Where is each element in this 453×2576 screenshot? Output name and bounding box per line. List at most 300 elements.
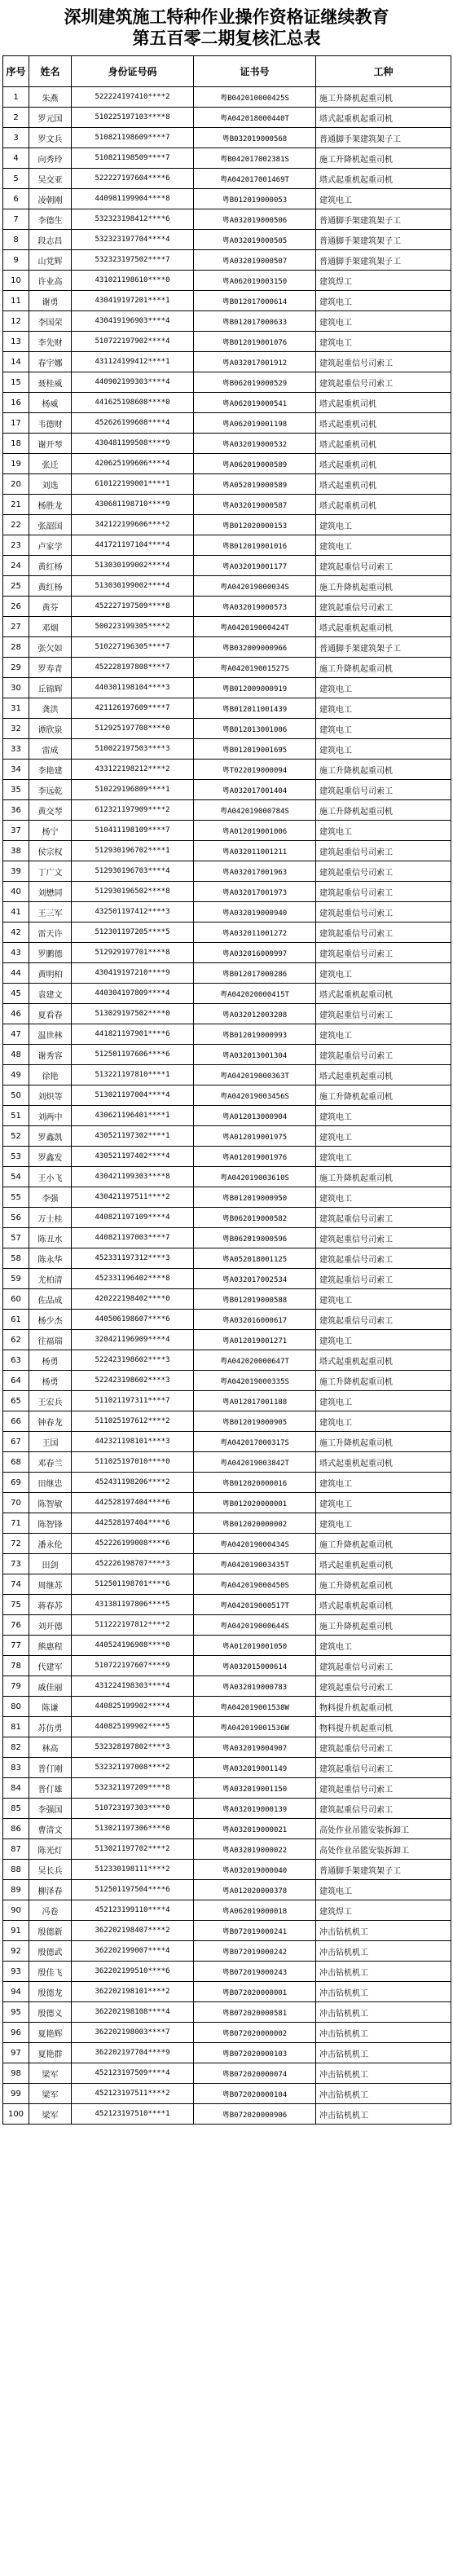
cell-id-number: 431381197806****5: [72, 1595, 194, 1615]
cell-name: 佐品成: [29, 1289, 72, 1310]
cell-job-type: 塔式起重机司机: [316, 393, 451, 413]
cell-certificate-number: 粤A042017001469T: [194, 169, 316, 189]
cell-serial: 75: [3, 1595, 29, 1615]
cell-id-number: 510229196809****1: [72, 780, 194, 800]
cell-id-number: 440304197809****4: [72, 984, 194, 1004]
table-row: [3, 1187, 451, 1208]
cell-certificate-number: 粤B012009000919: [194, 678, 316, 698]
cell-certificate-number: 粤A012019001050: [194, 1636, 316, 1656]
cell-certificate-number: 粤A012019001975: [194, 1126, 316, 1147]
cell-certificate-number: 粤B072019000243: [194, 1962, 316, 1982]
header-certificate-number: 证书号: [194, 56, 316, 87]
cell-serial: 27: [3, 617, 29, 637]
table-row: [3, 698, 451, 719]
cell-certificate-number: 粤A052019000589: [194, 474, 316, 495]
table-row: [3, 2063, 451, 2084]
cell-serial: 14: [3, 352, 29, 372]
cell-serial: 90: [3, 1900, 29, 1921]
cell-certificate-number: 粤B062019000582: [194, 1208, 316, 1228]
table-row: [3, 1880, 451, 1900]
cell-job-type: 施工升降机起重司机: [316, 148, 451, 169]
cell-certificate-number: 粤A032019000532: [194, 434, 316, 454]
cell-serial: 20: [3, 474, 29, 495]
cell-name: 李国荣: [29, 311, 72, 332]
cell-id-number: 440981199904****8: [72, 189, 194, 209]
cell-id-number: 440825199902****4: [72, 1697, 194, 1717]
table-row: [3, 230, 451, 250]
cell-job-type: 冲击钻机机工: [316, 2063, 451, 2084]
cell-certificate-number: 粤A042020000647T: [194, 1350, 316, 1371]
cell-id-number: 452331196402****8: [72, 1269, 194, 1289]
cell-serial: 10: [3, 271, 29, 291]
cell-name: 雷天许: [29, 923, 72, 943]
cell-id-number: 522423198602****3: [72, 1350, 194, 1371]
cell-certificate-number: 粤A032016000997: [194, 943, 316, 963]
cell-serial: 92: [3, 1941, 29, 1962]
cell-job-type: 冲击钻机机工: [316, 1941, 451, 1962]
cell-job-type: 施工升降机起重司机: [316, 800, 451, 821]
cell-job-type: 建筑起重信号司索工: [316, 1799, 451, 1819]
cell-certificate-number: 粤B012017000614: [194, 291, 316, 311]
cell-certificate-number: 粤A032019001149: [194, 1758, 316, 1778]
cell-name: 王小飞: [29, 1167, 72, 1187]
table-row: [3, 2104, 451, 2125]
cell-job-type: 建筑焊工: [316, 1900, 451, 1921]
header-serial: 序号: [3, 56, 29, 87]
cell-name: 吴长兵: [29, 1860, 72, 1880]
cell-job-type: 施工升降机起重司机: [316, 1371, 451, 1391]
cell-serial: 46: [3, 1004, 29, 1024]
cell-certificate-number: 粤B072020000103: [194, 2043, 316, 2063]
table-row: [3, 474, 451, 495]
cell-certificate-number: 粤B012011001439: [194, 698, 316, 719]
table-row: [3, 291, 451, 311]
cell-id-number: 512929197701****8: [72, 943, 194, 963]
cell-name: 王宏兵: [29, 1391, 72, 1411]
cell-certificate-number: 粤A042019000644S: [194, 1615, 316, 1636]
table-row: [3, 1310, 451, 1330]
cell-certificate-number: 粤B032009000966: [194, 637, 316, 658]
cell-certificate-number: 粤B012019000993: [194, 1024, 316, 1045]
cell-certificate-number: 粤A012019001271: [194, 1330, 316, 1350]
cell-serial: 54: [3, 1167, 29, 1187]
table-row: [3, 1330, 451, 1350]
table-row: [3, 617, 451, 637]
cell-job-type: 塔式起重机司机: [316, 454, 451, 474]
cell-id-number: 362202199510****6: [72, 1962, 194, 1982]
cell-id-number: 513030199002****4: [72, 556, 194, 576]
cell-job-type: 施工升降机起重司机: [316, 658, 451, 678]
cell-serial: 33: [3, 739, 29, 760]
table-row: [3, 1676, 451, 1697]
cell-job-type: 建筑起重信号司索工: [316, 861, 451, 882]
cell-id-number: 512501197504****6: [72, 1880, 194, 1900]
cell-certificate-number: 粤A032019000573: [194, 597, 316, 617]
cell-name: 杨少杰: [29, 1310, 72, 1330]
cell-job-type: 塔式起重机起重司机: [316, 984, 451, 1004]
cell-id-number: 510225197103****8: [72, 108, 194, 128]
cell-certificate-number: 粤B012019001016: [194, 535, 316, 556]
table-row: [3, 841, 451, 861]
cell-name: 李强: [29, 1187, 72, 1208]
cell-name: 黄交琴: [29, 800, 72, 821]
table-row: [3, 1147, 451, 1167]
cell-certificate-number: 粤A062019000589: [194, 454, 316, 474]
cell-id-number: 441821197901****6: [72, 1024, 194, 1045]
cell-serial: 9: [3, 250, 29, 271]
table-row: [3, 780, 451, 800]
cell-certificate-number: 粤B072019000241: [194, 1921, 316, 1941]
cell-job-type: 建筑电工: [316, 1411, 451, 1432]
table-row: [3, 1921, 451, 1941]
cell-name: 蒋春苏: [29, 1595, 72, 1615]
cell-name: 夏艳群: [29, 2043, 72, 2063]
cell-certificate-number: 粤A012013000904: [194, 1106, 316, 1126]
cell-name: 李远乾: [29, 780, 72, 800]
table-row: [3, 169, 451, 189]
table-row: [3, 576, 451, 597]
cell-job-type: 普通脚手架建筑架子工: [316, 1860, 451, 1880]
cell-name: 段志昌: [29, 230, 72, 250]
cell-name: 罗鹏德: [29, 943, 72, 963]
cell-job-type: 建筑电工: [316, 1636, 451, 1656]
cell-job-type: 建筑电工: [316, 821, 451, 841]
cell-id-number: 441625198608****0: [72, 393, 194, 413]
cell-id-number: 440821197003****7: [72, 1228, 194, 1248]
cell-id-number: 452228197808****7: [72, 658, 194, 678]
cell-id-number: 511025197010****0: [72, 1452, 194, 1473]
cell-name: 罗寿青: [29, 658, 72, 678]
summary-table: [2, 55, 451, 2125]
cell-job-type: 施工升降机起重司机: [316, 1085, 451, 1106]
cell-job-type: 建筑电工: [316, 719, 451, 739]
table-row: [3, 372, 451, 393]
table-row: [3, 1819, 451, 1839]
cell-serial: 8: [3, 230, 29, 250]
cell-serial: 1: [3, 87, 29, 108]
cell-id-number: 522423198602****3: [72, 1371, 194, 1391]
cell-certificate-number: 粤A062019000541: [194, 393, 316, 413]
cell-name: 殷德新: [29, 1921, 72, 1941]
cell-id-number: 432501197412****3: [72, 902, 194, 923]
cell-name: 丘锦辉: [29, 678, 72, 698]
cell-id-number: 512301197205****5: [72, 923, 194, 943]
cell-name: 龚洪: [29, 698, 72, 719]
cell-serial: 19: [3, 454, 29, 474]
cell-job-type: 建筑电工: [316, 1473, 451, 1493]
table-row: [3, 1085, 451, 1106]
table-row: [3, 861, 451, 882]
cell-job-type: 塔式起重机起重司机: [316, 1350, 451, 1371]
table-row: [3, 1636, 451, 1656]
cell-name: 丁广文: [29, 861, 72, 882]
cell-job-type: 塔式起重机起重司机: [316, 617, 451, 637]
cell-job-type: 塔式起重机司机: [316, 434, 451, 454]
table-row: [3, 1126, 451, 1147]
cell-serial: 72: [3, 1534, 29, 1554]
cell-name: 李艳建: [29, 760, 72, 780]
cell-name: 刘选: [29, 474, 72, 495]
cell-id-number: 522227197604****6: [72, 169, 194, 189]
cell-serial: 17: [3, 413, 29, 434]
cell-certificate-number: 粤A042019000517T: [194, 1595, 316, 1615]
cell-serial: 64: [3, 1371, 29, 1391]
cell-id-number: 362202198101****2: [72, 1982, 194, 2002]
table-row: [3, 1778, 451, 1799]
cell-name: 殷德武: [29, 1941, 72, 1962]
table-row: [3, 128, 451, 148]
table-row: [3, 413, 451, 434]
cell-serial: 85: [3, 1799, 29, 1819]
cell-name: 殷德龙: [29, 1982, 72, 2002]
table-row: [3, 1941, 451, 1962]
cell-serial: 51: [3, 1106, 29, 1126]
cell-certificate-number: 粤B062019000596: [194, 1228, 316, 1248]
cell-name: 聂桂威: [29, 372, 72, 393]
cell-certificate-number: 粤B012019000905: [194, 1411, 316, 1432]
cell-id-number: 431021198610****0: [72, 271, 194, 291]
cell-job-type: 冲击钻机机工: [316, 2104, 451, 2125]
cell-job-type: 建筑起重信号司索工: [316, 1310, 451, 1330]
cell-job-type: 建筑电工: [316, 1493, 451, 1513]
cell-id-number: 532321197209****8: [72, 1778, 194, 1799]
cell-id-number: 420625199606****4: [72, 454, 194, 474]
cell-id-number: 511021197311****7: [72, 1391, 194, 1411]
cell-serial: 43: [3, 943, 29, 963]
cell-certificate-number: 粤A042020000415T: [194, 984, 316, 1004]
table-row: [3, 1065, 451, 1085]
cell-certificate-number: 粤A032019000506: [194, 209, 316, 230]
cell-name: 谭欣泉: [29, 719, 72, 739]
cell-job-type: 建筑电工: [316, 1330, 451, 1350]
cell-id-number: 612321197909****2: [72, 800, 194, 821]
cell-job-type: 建筑电工: [316, 1126, 451, 1147]
cell-name: 韦德财: [29, 413, 72, 434]
cell-name: 邓烟: [29, 617, 72, 637]
table-row: [3, 189, 451, 209]
cell-name: 陈光灯: [29, 1839, 72, 1860]
cell-id-number: 510821198609****7: [72, 128, 194, 148]
table-row: [3, 902, 451, 923]
cell-id-number: 442321198101****3: [72, 1432, 194, 1452]
cell-id-number: 512925197708****0: [72, 719, 194, 739]
cell-serial: 39: [3, 861, 29, 882]
cell-name: 刘炽等: [29, 1085, 72, 1106]
cell-certificate-number: 粤A032019000021: [194, 1819, 316, 1839]
cell-serial: 77: [3, 1636, 29, 1656]
cell-job-type: 建筑电工: [316, 189, 451, 209]
cell-name: 山党辉: [29, 250, 72, 271]
cell-name: 谢勇: [29, 291, 72, 311]
table-row: [3, 495, 451, 515]
cell-job-type: 建筑电工: [316, 291, 451, 311]
cell-id-number: 511025197612****2: [72, 1411, 194, 1432]
cell-serial: 13: [3, 332, 29, 352]
cell-name: 罗鑫凯: [29, 1126, 72, 1147]
cell-id-number: 513221197810****1: [72, 1065, 194, 1085]
cell-certificate-number: 粤A042019001536W: [194, 1717, 316, 1737]
cell-serial: 98: [3, 2063, 29, 2084]
cell-job-type: 建筑起重信号司索工: [316, 1228, 451, 1248]
cell-job-type: 建筑电工: [316, 1880, 451, 1900]
cell-serial: 96: [3, 2023, 29, 2043]
table-row: [3, 311, 451, 332]
cell-id-number: 452431198206****2: [72, 1473, 194, 1493]
cell-certificate-number: 粤A042019003435T: [194, 1554, 316, 1574]
cell-serial: 28: [3, 637, 29, 658]
cell-job-type: 冲击钻机机工: [316, 2002, 451, 2023]
cell-job-type: 建筑电工: [316, 678, 451, 698]
cell-serial: 38: [3, 841, 29, 861]
table-row: [3, 393, 451, 413]
cell-serial: 83: [3, 1758, 29, 1778]
cell-certificate-number: 粤B032019000568: [194, 128, 316, 148]
cell-id-number: 430419197201****1: [72, 291, 194, 311]
table-row: [3, 1167, 451, 1187]
cell-certificate-number: 粤A032019000022: [194, 1839, 316, 1860]
cell-name: 朱燕: [29, 87, 72, 108]
cell-job-type: 塔式起重机司机: [316, 495, 451, 515]
header-id-number: 身份证号码: [72, 56, 194, 87]
table-row: [3, 658, 451, 678]
cell-serial: 23: [3, 535, 29, 556]
cell-serial: 65: [3, 1391, 29, 1411]
table-row: [3, 1452, 451, 1473]
cell-certificate-number: 粤A032012003208: [194, 1004, 316, 1024]
cell-job-type: 建筑电工: [316, 1147, 451, 1167]
cell-id-number: 510227196305****7: [72, 637, 194, 658]
cell-job-type: 塔式起重机起重司机: [316, 169, 451, 189]
cell-serial: 61: [3, 1310, 29, 1330]
cell-id-number: 431224198303****4: [72, 1676, 194, 1697]
cell-certificate-number: 粤A032019000139: [194, 1799, 316, 1819]
cell-id-number: 512501198701****6: [72, 1574, 194, 1595]
table-row: [3, 1860, 451, 1880]
cell-certificate-number: 粤B012019001695: [194, 739, 316, 760]
table-row: [3, 1493, 451, 1513]
cell-job-type: 普通脚手架建筑架子工: [316, 209, 451, 230]
table-row: [3, 2002, 451, 2023]
cell-job-type: 建筑电工: [316, 535, 451, 556]
cell-serial: 88: [3, 1860, 29, 1880]
cell-name: 李先财: [29, 332, 72, 352]
cell-name: 黄红杨: [29, 576, 72, 597]
cell-certificate-number: 粤A012017001188: [194, 1391, 316, 1411]
cell-id-number: 320421196909****4: [72, 1330, 194, 1350]
cell-job-type: 普通脚手架建筑架子工: [316, 128, 451, 148]
cell-certificate-number: 粤A032017001963: [194, 861, 316, 882]
cell-serial: 57: [3, 1228, 29, 1248]
cell-serial: 55: [3, 1187, 29, 1208]
cell-certificate-number: 粤B012020000001: [194, 1493, 316, 1513]
cell-name: 罗文兵: [29, 128, 72, 148]
cell-certificate-number: 粤A032019000505: [194, 230, 316, 250]
cell-certificate-number: 粤A032013001304: [194, 1045, 316, 1065]
cell-job-type: 建筑起重信号司索工: [316, 882, 451, 902]
cell-name: 普仃刚: [29, 1758, 72, 1778]
cell-name: 黄明柏: [29, 963, 72, 984]
table-row: [3, 1554, 451, 1574]
table-row: [3, 454, 451, 474]
cell-id-number: 511222197812****2: [72, 1615, 194, 1636]
cell-certificate-number: 粤B012017000633: [194, 311, 316, 332]
cell-job-type: 建筑电工: [316, 515, 451, 535]
cell-name: 曹清文: [29, 1819, 72, 1839]
table-row: [3, 882, 451, 902]
cell-name: 梁军: [29, 2084, 72, 2104]
cell-certificate-number: 粤A032015000614: [194, 1656, 316, 1676]
cell-name: 陈丑水: [29, 1228, 72, 1248]
cell-serial: 82: [3, 1737, 29, 1758]
cell-name: 卢家学: [29, 535, 72, 556]
table-row: [3, 1024, 451, 1045]
cell-serial: 48: [3, 1045, 29, 1065]
table-row: [3, 923, 451, 943]
cell-serial: 40: [3, 882, 29, 902]
cell-id-number: 452227197509****8: [72, 597, 194, 617]
cell-serial: 93: [3, 1962, 29, 1982]
cell-job-type: 建筑起重信号司索工: [316, 1004, 451, 1024]
table-row: [3, 984, 451, 1004]
cell-id-number: 510723197303****0: [72, 1799, 194, 1819]
cell-job-type: 建筑电工: [316, 1106, 451, 1126]
cell-certificate-number: 粤A032016000617: [194, 1310, 316, 1330]
cell-job-type: 建筑电工: [316, 1513, 451, 1534]
table-row: [3, 352, 451, 372]
cell-name: 雷成: [29, 739, 72, 760]
cell-job-type: 建筑焊工: [316, 271, 451, 291]
table-row: [3, 760, 451, 780]
cell-certificate-number: 粤B072020000581: [194, 2002, 316, 2023]
table-row: [3, 1534, 451, 1554]
cell-id-number: 513021197004****4: [72, 1085, 194, 1106]
cell-certificate-number: 粤A032019000587: [194, 495, 316, 515]
cell-id-number: 433122198212****2: [72, 760, 194, 780]
table-row: [3, 1513, 451, 1534]
cell-name: 戚佳丽: [29, 1676, 72, 1697]
cell-certificate-number: 粤A032011001211: [194, 841, 316, 861]
table-row: [3, 1432, 451, 1452]
table-row: [3, 1615, 451, 1636]
cell-id-number: 421126197609****7: [72, 698, 194, 719]
cell-certificate-number: 粤A042019000424T: [194, 617, 316, 637]
cell-serial: 50: [3, 1085, 29, 1106]
cell-id-number: 430419196903****4: [72, 311, 194, 332]
cell-serial: 21: [3, 495, 29, 515]
cell-job-type: 施工升降机起重司机: [316, 87, 451, 108]
cell-id-number: 510821198509****7: [72, 148, 194, 169]
cell-serial: 79: [3, 1676, 29, 1697]
cell-name: 冯卷: [29, 1900, 72, 1921]
table-row: [3, 678, 451, 698]
cell-job-type: 建筑电工: [316, 1289, 451, 1310]
cell-job-type: 施工升降机起重司机: [316, 1432, 451, 1452]
table-row: [3, 1839, 451, 1860]
cell-serial: 24: [3, 556, 29, 576]
cell-name: 熊惠程: [29, 1636, 72, 1656]
cell-job-type: 建筑电工: [316, 311, 451, 332]
cell-name: 代建军: [29, 1656, 72, 1676]
cell-name: 往福瑞: [29, 1330, 72, 1350]
cell-id-number: 532328197802****3: [72, 1737, 194, 1758]
cell-name: 邓春兰: [29, 1452, 72, 1473]
cell-job-type: 塔式起重机起重司机: [316, 1452, 451, 1473]
cell-job-type: 冲击钻机机工: [316, 2023, 451, 2043]
cell-certificate-number: 粤B042010000425S: [194, 87, 316, 108]
cell-name: 李德生: [29, 209, 72, 230]
table-row: [3, 963, 451, 984]
table-row: [3, 556, 451, 576]
